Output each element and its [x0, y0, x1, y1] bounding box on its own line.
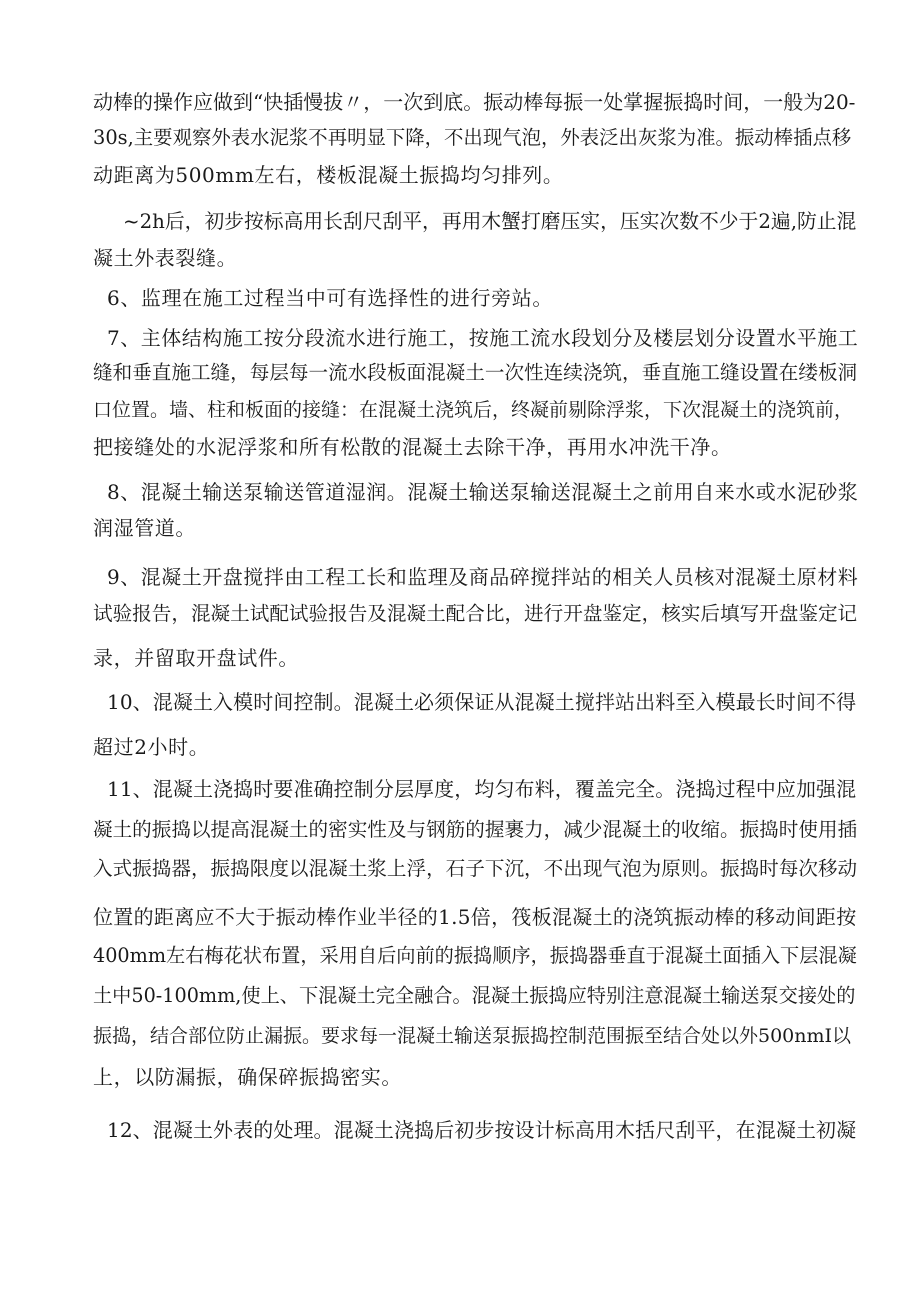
- text-line: 口位置。墙、柱和板面的接缝：在混凝土浇筑后，终凝前剔除浮浆，下次混凝土的浇筑前，: [93, 399, 854, 421]
- text-line: 入式振捣器，振捣限度以混凝土浆上浮，石子下沉，不出现气泡为原则。振捣时每次移动: [93, 857, 858, 880]
- text-line: 11、混凝土浇捣时要准确控制分层厚度，均匀布料，覆盖完全。浇捣过程中应加强混: [107, 777, 857, 801]
- text-line: 录，并留取开盘试件。: [93, 646, 299, 670]
- text-line: 润湿管道。: [93, 516, 196, 540]
- text-line: 9、混凝土开盘搅拌由工程工长和监理及商品碎搅拌站的相关人员核对混凝土原材料: [107, 565, 859, 589]
- text-line: 土中50-100mm,使上、下混凝土完全融合。混凝土振捣应特别注意混凝土输送泵交接处的: [93, 984, 856, 1007]
- text-line: 10、混凝土入模时间控制。混凝土必须保证从混凝土搅拌站出料至入模最长时间不得: [107, 690, 857, 714]
- text-line: 缝和垂直施工缝，每层每一流水段板面混凝土一次性连续浇筑，垂直施工缝设置在缕板洞: [93, 361, 858, 384]
- text-line: 400mm左右梅花状布置，采用自后向前的振捣顺序，振捣器垂直于混凝土面插入下层混凝: [93, 944, 857, 967]
- text-line: ~2h后，初步按标高用长刮尺刮平，再用木蟹打磨压实，压实次数不少于2遍,防止混: [123, 210, 857, 233]
- text-line: 凝土外表裂缝。: [93, 246, 238, 270]
- text-line: 凝土的振捣以提高混凝土的密实性及与钢筋的握裹力，减少混凝土的收缩。振捣时使用插: [93, 818, 858, 841]
- text-line: 动棒的操作应做到“快插慢拔〃，一次到底。振动棒每振一处掌握振捣时间，一般为20-: [93, 90, 856, 114]
- text-line: 12、混凝土外表的处理。混凝土浇捣后初步按设计标高用木括尺刮平，在混凝土初凝: [107, 1118, 857, 1142]
- text-line: 超过2小时。: [93, 735, 210, 759]
- text-line: 30s,主要观察外表水泥浆不再明显下降，不出现气泡，外表泛出灰浆为准。振动棒插点移: [93, 126, 852, 149]
- text-line: 振捣，结合部位防止漏振。要求每一混凝土输送泵振捣控制范围振至结合处以外500nmI以: [93, 1025, 852, 1047]
- text-line: 位置的距离应不大于振动棒作业半径的1.5倍，筏板混凝土的浇筑振动棒的移动间距按: [93, 905, 857, 929]
- text-line: 动距离为500mm左右，楼板混凝土振捣均匀排列。: [93, 163, 564, 187]
- text-line: 6、监理在施工过程当中可有选择性的进行旁站。: [107, 286, 553, 310]
- text-line: 上，以防漏振，确保碎振捣密实。: [93, 1065, 402, 1089]
- text-line: 把接缝处的水泥浮浆和所有松散的混凝土去除干净，再用水冲洗干净。: [93, 435, 732, 459]
- text-line: 8、混凝土输送泵输送管道湿润。混凝土输送泵输送混凝土之前用自来水或水泥砂浆: [107, 480, 859, 504]
- text-line: 试验报告，混凝土试配试验报告及混凝土配合比，进行开盘鉴定，核实后填写开盘鉴定记: [93, 602, 858, 625]
- text-line: 7、主体结构施工按分段流水进行施工，按施工流水段划分及楼层划分设置水平施工: [107, 326, 859, 350]
